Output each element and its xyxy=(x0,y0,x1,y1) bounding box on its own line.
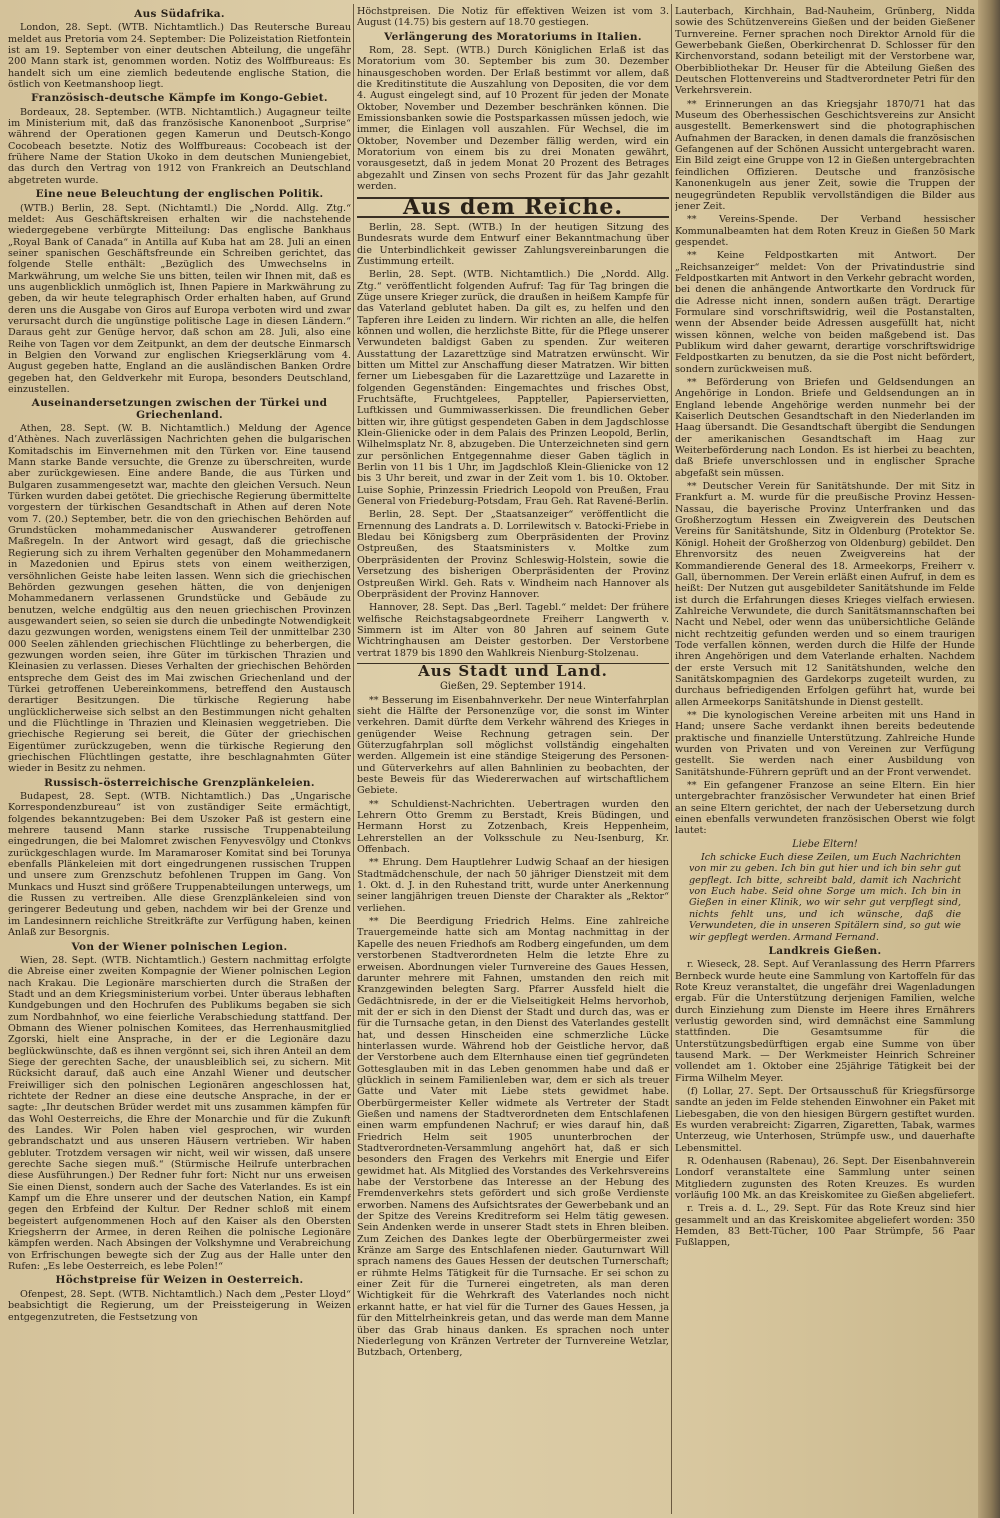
article-text: ** Ehrung. Dem Hauptlehrer Ludwig Schaaf an der hiesigen Stadtmädchenschule, der nach 50 jähriger Dienstzeit mit dem 1. Okt. d. J. in den Ruhestand tritt, wurde unter Anerkennung seiner langjährigen treuen Dienste der Charakter als „Rektor“ verliehen. xyxy=(357,857,669,914)
article-text: Berlin, 28. Sept. (WTB.) In der heutigen Sitzung des Bundesrats wurde dem Entwurf einer Bekanntmachung über die Unterbindlichkeit gewisser Zahlungsvereinbarungen die Zustimmung erteilt. xyxy=(357,221,669,267)
article-text: R. Odenhausen (Rabenau), 26. Sept. Der Eisenbahnverein Londorf veranstaltete eine Sammlung unter seinen Mitgliedern zugunsten des Roten Kreuzes. Es wurden vorläufig 100 Mk. an das Kreiskomitee zu Gießen abgeliefert. xyxy=(675,1156,975,1202)
section-title: Aus dem Reiche. xyxy=(357,197,669,218)
headline: Verlängerung des Moratoriums in Italien. xyxy=(384,30,642,43)
headline: Eine neue Beleuchtung der englischen Politik. xyxy=(35,188,324,201)
article-text: ** Erinnerungen an das Kriegsjahr 1870/71 hat das Museum des Oberhessischen Geschichtsvereins zur Ansicht ausgestellt. Bemerkenswert sind die photographischen Aufnahmen der Baracken, in denen damals die französischen Gefangenen auf der Schönen Aussicht untergebracht waren. Ein Bild zeigt eine Gruppe von 12 in Gießen untergebrachten feindlichen Offizieren. Deutsche und französische Kanonenkugeln aus jener Zeit, sowie die Truppen der neugegründeten Republik vervollständigen die Bilder aus jener Zeit. xyxy=(675,98,975,212)
article-text: Rom, 28. Sept. (WTB.) Durch Königlichen Erlaß ist das Moratorium vom 30. September bis zum 30. Dezember hinausgeschoben worden. Der Erlaß bestimmt vor allem, daß die Kreditinstitute die Auszahlung von Depositen, die vor dem 4. August eingelegt sind, auf 10 Prozent für jeden der Monate Oktober, November und Dezember beschränken können. Die Emissionsbanken sowie die Postsparkassen müssen jedoch, wie immer, die Einlagen voll auszahlen. Für Wechsel, die im Oktober, November und Dezember fällig werden, wird ein Moratorium von einem bis zu drei Monaten gewährt, vorausgesetzt, daß in jedem Monat 20 Prozent des Betrages abgezahlt und Zinsen von sechs Prozent für das Jahr gezahlt werden. xyxy=(357,45,669,193)
headline: Auseinandersetzungen zwischen der Türkei und Griechenland. xyxy=(31,397,328,421)
article-text: (WTB.) Berlin, 28. Sept. (Nichtamtl.) Die „Nordd. Allg. Ztg.“ meldet: Aus Geschäftskreisen erhalten wir die nachstehende wiedergegebene verbürgte Mitteilung: Das englische Bankhaus „Royal Bank of Canada“ in Antilla auf Kuba hat am 28. Juli an einen seiner spanischen Geschäftsfreunde ein Schreiben gerichtet, das folgende Stelle enthält: „Bezüglich des Umwechselns in Markwährung, um welche Sie uns bitten, teilen wir Ihnen mit, daß es uns augenblicklich unmöglich ist, Ihnen Papiere in Markwährung zu geben, da wir heute telegraphisch Order erhalten haben, auf Grund deren uns die Ausgabe von Giros auf Europa verboten wird und zwar verursacht durch die ungünstige politische Lage in diesen Ländern.“ Daraus geht zur Genüge hervor, daß schon am 28. Juli, also eine Reihe von Tagen vor dem Zeitpunkt, an dem der deutsche Einmarsch in Belgien den Vorwand zur englischen Kriegserklärung vom 4. August gegeben hatte, England an die ausländischen Banken Ordre gegeben hat, den Geldverkehr mit Europa, besonders Deutschland, einzustellen. xyxy=(8,202,351,395)
column-1 xyxy=(8,6,351,1510)
headline: Von der Wiener polnischen Legion. xyxy=(71,940,288,953)
column-2 xyxy=(357,6,669,1510)
headline: Französisch-deutsche Kämpfe im Kongo-Gebiet. xyxy=(31,92,328,105)
article-text: r. Wieseck, 28. Sept. Auf Veranlassung des Herrn Pfarrers Bernbeck wurde heute eine Sammlung von Kartoffeln für das Rote Kreuz veranstaltet, die ungefähr drei Wagenladungen ergab. Für die Unterstützung derjenigen Familien, welche durch Einziehung zum Dienste im Heere ihres Ernährers verlustig geworden sind, wird demnächst eine Sammlung stattfinden. Die Gesamtsumme für die Unterstützungsbedürftigen ergab eine Summe von über tausend Mark. — Der Werkmeister Heinrich Schreiner vollendet am 1. Oktober eine 25jährige Tätigkeit bei der Firma Wilhelm Meyer. xyxy=(675,959,975,1084)
article-text: ** Keine Feldpostkarten mit Antwort. Der „Reichsanzeiger“ meldet: Von der Privatindustrie sind Feldpostkarten mit Antwort in den Verkehr gebracht worden, bei denen die anhängende Antwortkarte den Vordruck für die Adresse nicht innen, sondern außen trägt. Derartige Formulare sind vorschriftswidrig, weil die Postanstalten, wenn der Absender beide Adressen ausgefüllt hat, nicht wissen können, welche von beiden maßgebend ist. Das Publikum wird daher gewarnt, derartige vorschriftswidrige Feldpostkarten zu benutzen, da sie die Post nicht befördert, sondern zurückweisen muß. xyxy=(675,250,975,375)
headline: Landkreis Gießen. xyxy=(768,944,882,957)
article-text: Hannover, 28. Sept. Das „Berl. Tagebl.“ meldet: Der frühere welfische Reichstagsabgeordnete Freiherr Langwerth v. Simmern ist im Alter von 80 Jahren auf seinem Gute Wichtringhausen am Deister gestorben. Der Verstorbene vertrat 1879 bis 1890 den Wahlkreis Nienburg-Stolzenau. xyxy=(357,602,669,659)
article-text: Ofenpest, 28. Sept. (WTB. Nichtamtlich.) Nach dem „Pester Lloyd“ beabsichtigt die Regierung, um der Preissteigerung in Weizen entgegenzutreten, die Festsetzung von xyxy=(8,1288,351,1323)
article-text: ** Ein gefangener Franzose an seine Eltern. Ein hier untergebrachter französischer Verwundeter hat einen Brief an seine Eltern gerichtet, der nach der Uebersetzung durch einen ebenfalls verwundeten französischen Oberst wie folgt lautet: xyxy=(675,780,975,837)
letter-text: Ich schicke Euch diese Zeilen, um Euch Nachrichten von mir zu geben. Ich bin gut hier und ich bin sehr gut gepflegt. Ich bitte, schreibt bald, damit ich Nachricht von Euch habe. Seid ohne Sorge um mich. Ich bin in Gießen in einer Klinik, wo wir sehr gut verpflegt sind, nichts fehlt uns, und ich wünsche, daß die Verwundeten, die in unseren Spitälern sind, so gut wie wir gepflegt werden. Armand Fernand. xyxy=(689,852,961,943)
article-text: ** Deutscher Verein für Sanitätshunde. Der mit Sitz in Frankfurt a. M. wurde für die preußische Provinz Hessen-Nassau, die bayerische Provinz Unterfranken und das Großherzogtum Hessen ein Zweigverein des Deutschen Vereins für Sanitätshunde, Sitz in Oldenburg (Protektor Se. Königl. Hoheit der Großherzog von Oldenburg) gebildet. Den Ehrenvorsitz des neuen Zweigvereins hat der Kommandierende General des 18. Armeekorps, Freiherr v. Gall, übernommen. Der Verein erläßt einen Aufruf, in dem es heißt: Der Nutzen gut ausgebildeter Sanitätshunde im Felde ist durch die Erfahrungen dieses Krieges vielfach erwiesen. Zahlreiche Verwundete, die durch Sanitätsmannschaften bei Nacht und Nebel, oder wenn das unübersichtliche Gelände nicht rechtzeitig gefunden werden und so einem traurigen Tode verfallen können, werden durch die Hilfe der Hunde ihren Angehörigen und dem Vaterlande erhalten. Nachdem der erste Versuch mit 12 Sanitätshunden, welche den Sanitätskompagnien des Gardekorps zugeteilt wurden, zu durchaus befriedigenden Erfolgen geführt hat, wurde bei allen Armeekorps Sanitätshunde in Dienst gestellt. xyxy=(675,481,975,708)
article-text: Berlin, 28. Sept. Der „Staatsanzeiger“ veröffentlicht die Ernennung des Landrats a. D. Lorrilewitsch v. Batocki-Friebe in Bledau bei Königsberg zum Oberpräsidenten der Provinz Ostpreußen, des Staatsministers v. Moltke zum Oberpräsidenten der Provinz Schleswig-Holstein, sowie die Versetzung des bisherigen Oberpräsidenten der Provinz Ostpreußen Wirkl. Geh. Rats v. Windheim nach Hannover als Oberpräsident der Provinz Hannover. xyxy=(357,509,669,600)
column-rule xyxy=(353,4,354,1514)
article-text: ** Beförderung von Briefen und Geldsendungen an Angehörige in London. Briefe und Geldsendungen an in England lebende Angehörige werden nunmehr bei der Kaiserlich Deutschen Gesandtschaft in den Niederlanden im Haag übersandt. Die Gesandtschaft übergibt die Sendungen der amerikanischen Gesandtschaft im Haag zur Weiterbeförderung nach London. Es ist hierbei zu beachten, daß Briefe unverschlossen und in englischer Sprache abgefaßt sein müssen. xyxy=(675,377,975,479)
article-text: Wien, 28. Sept. (WTB. Nichtamtlich.) Gestern nachmittag erfolgte die Abreise einer zweiten Kompagnie der Wiener polnischen Legion nach Krakau. Die Legionäre marschierten durch die Straßen der Stadt und an dem Kriegsministerium vorbei. Unter überaus lebhaften Kundgebungen und den Hochrufen des Publikums begaben sie sich zum Nordbahnhof, wo eine feierliche Verabschiedung stattfand. Der Obmann des Wiener polnischen Komitees, das Herrenhausmitglied Zgorski, hielt eine Ansprache, in der er die Legionäre dazu beglückwünschte, daß es ihnen vergönnt sei, sich ihren Anteil an dem Siege der gerechten Sache, der unausbleiblich sei, zu sichern. Mit Rücksicht darauf, daß auch eine Anzahl Wiener und deutscher Freiwilliger sich den polnischen Legionären angeschlossen hat, richtete der Redner an diese eine deutsche Ansprache, in der er sagte: „Ihr deutschen Brüder werdet mit uns zusammen kämpfen für das Wohl Oesterreichs, die Ehre der Monarchie und für die Zukunft des Landes. Wir Polen haben viel gesprochen, wir wurden gebrandschatzt und aus unseren Häusern vertrieben. Wir haben gebluter. Trotzdem versagen wir nicht, weil wir wissen, daß unsere gerechte Sache siegen muß.“ (Stürmische Heilrufe unterbrachen diese Ausführungen.) Der Redner fuhr fort: Nicht nur uns erweisen Sie einen Dienst, sondern auch der Sache des Vaterlandes. Es ist ein Kampf um die Ehre unserer und der deutschen Nation, ein Kampf gegen den Erbfeind der Kultur. Der Redner schloß mit einem begeistert aufgenommenen Hoch auf den Kaiser als den Obersten Kriegsherrn der Armee, in deren Reihen die polnische Legionäre kämpfen werden. Nach Absingen der Volkshymne und Verabreichung von Erfrischungen bewegte sich der Zug aus der Halle unter den Rufen: „Es lebe Oesterreich, es lebe Polen!“ xyxy=(8,954,351,1273)
letter-salutation: Liebe Eltern! xyxy=(792,838,858,850)
headline: Aus Südafrika. xyxy=(134,8,225,20)
article-text: Athen, 28. Sept. (W. B. Nichtamtlich.) Meldung der Agence d’Athènes. Nach zuverlässigen Nachrichten gehen die bulgarischen Komitadschis im Einvernehmen mit den Türken vor. Eine tausend Mann starke Bande versuchte, die Grenze zu überschreiten, wurde aber zurückgewiesen. Eine andere Bande, die aus Türken und Bulgaren zusammengesetzt war, machte den gleichen Versuch. Neun Türken wurden dabei getötet. Die griechische Regierung übermittelte vorgestern der türkischen Gesandtschaft in Athen auf deren Note vom 7. (20.) September, betr. die von den griechischen Behörden auf Grundstücken mohammedanischer Auswanderer getroffenen Maßregeln. In der Antwort wird gesagt, daß die griechische Regierung sich zu ihrem Verhalten gegenüber den Mohammedanern in Mazedonien und Epirus stets von einem weitherzigen, versöhnlichen Geiste habe leiten lassen. Wenn sich die griechischen Behörden gezwungen gesehen hätten, die von denjenigen Mohammedanern verlassenen Grundstücke und Gebäude zu benutzen, welche endgültig aus den neuen griechischen Provinzen ausgewandert seien, so seien sie durch die unbedingte Notwendigkeit dazu gezwungen worden, wenigstens einem Teil der unmittelbar 230 000 Seelen zählenden griechischen Flüchtlinge zu beherbergen, die gezwungen worden seien, ihre Güter im türkischen Thrazien und Kleinasien zu verlassen. Dieses Verhalten der griechischen Behörden entspreche dem Geist des im Mai zwischen Griechenland und der Türkei getroffenen Uebereinkommens, betreffend den Austausch derartiger Besitzungen. Die türkische Regierung habe unglücklicherweise sich selbst an den Bestimmungen nicht gehalten und die Flüchtlinge in Thrazien und Kleinasien weggetrieben. Die griechische Regierung sei bereit, die Güter der griechischen Eigentümer zurückzugeben, wenn die türkische Regierung den griechischen Flüchtlingen gestatte, ihre beschlagnahmten Güter wieder in Besitz zu nehmen. xyxy=(8,423,351,775)
article-text: ** Schuldienst-Nachrichten. Uebertragen wurden den Lehrern Otto Gremm zu Berstadt, Kreis Büdingen, und Hermann Horst zu Zotzenbach, Kreis Heppenheim, Lehrerstellen an der Volksschule zu Neu-Isenburg, Kr. Offenbach. xyxy=(357,798,669,856)
article-text: ** Besserung im Eisenbahnverkehr. Der neue Winterfahrplan sieht die Hälfte der Personenzüge vor, die sonst im Winter verkehren. Damit dürfte dem Verkehr während des Krieges in genügender Weise Rechnung getragen sein. Der Güterzugfahrplan soll möglichst vollständig eingehalten werden. Allgemein ist eine ständige Steigerung des Personen- und Güterverkehrs auf allen Bahnlinien zu beobachten, der beste Beweis für das Wiedererwachen auf wirtschaftlichem Gebiete. xyxy=(357,694,669,797)
article-text: ** Vereins-Spende. Der Verband hessischer Kommunalbeamten hat dem Roten Kreuz in Gießen 50 Mark gespendet. xyxy=(675,214,975,248)
column-rule xyxy=(671,4,672,1514)
article-text: London, 28. Sept. (WTB. Nichtamtlich.) Das Reutersche Bureau meldet aus Pretoria vom 24. September: Die Polizeistation Rietfontein ist am 19. September von einer deutschen Abteilung, die ungefähr 200 Mann stark ist, genommen worden. Notiz des Wolffbureaus: Es handelt sich um eine ziemlich bedeutende englische Station, die östlich von Keetmanshoop liegt. xyxy=(8,22,351,91)
article-text: ** Die kynologischen Vereine arbeiten mit uns Hand in Hand; unsere Sache verdankt ihnen bereits bedeutende praktische und finanzielle Unterstützung. Zahlreiche Hunde wurden von Privaten und von Vereinen zur Verfügung gestellt. Sie werden nach einer Ausbildung von Sanitätshunde-Führern geprüft und an der Front verwendet. xyxy=(675,709,975,778)
article-text: Berlin, 28. Sept. (WTB. Nichtamtlich.) Die „Nordd. Allg. Ztg.“ veröffentlicht folgenden Aufruf: Tag für Tag bringen die Züge unsere Krieger zurück, die draußen in heißem Kampfe für das Vaterland geblutet haben. Da gilt es, zu helfen und den Tapferen ihre Leiden zu lindern. Wir richten an alle, die helfen können und wollen, die herzlichste Bitte, für die Pflege unserer Verwundeten baldigst Gaben zu spenden. Zur weiteren Ausstattung der Lazarettzüge sind Matratzen erwünscht. Wir bitten um Mittel zur Anschaffung dieser Matratzen. Wir bitten ferner um Liebesgaben für die Lazarettzüge und Lazarette in folgenden Gegenständen: Eingemachtes und frisches Obst, Fruchtsäfte, Fruchtgelees, Pappteller, Papierservietten, Luftkissen und Gummiwasserkissen. Die freundlichen Geber bitten wir, ihre gütigst gespendeten Gaben in dem Jagdschlosse Klein-Glienicke oder in dem Palais des Prinzen Leopold, Berlin, Wilhelmsplatz Nr. 8, abzugeben. Die Unterzeichneten sind gern zur persönlichen Entgegennahme dieser Gaben täglich in Berlin von 11 bis 1 Uhr, im Jagdschloß Klein-Glienicke von 12 bis 3 Uhr bereit, und zwar in der Zeit vom 1. bis 10. Oktober. Luise Sophie, Prinzessin Friedrich Leopold von Preußen, Frau General von Friedeburg-Potsdam, Frau Geh. Rat Ravené-Berlin. xyxy=(357,269,669,508)
article-text: Bordeaux, 28. September. (WTB. Nichtamtlich.) Augagneur teilte im Ministerium mit, daß das französische Kanonenboot „Surprise“ während der Operationen gegen Kamerun und Deutsch-Kongo Cocobeach besetzte. Notiz des Wolffbureaus: Cocobeach ist der frühere Name der Station Ukoko in dem deutschen Muniengebiet, das durch den Vertrag von 1912 von Frankreich an Deutschland abgetreten wurde. xyxy=(8,106,351,186)
article-text: r. Treis a. d. L., 29. Sept. Für das Rote Kreuz sind hier gesammelt und an das Kreiskomitee abgeliefert worden: 350 Hemden, 83 Bett-Tücher, 100 Paar Strümpfe, 56 Paar Fußlappen, xyxy=(675,1203,975,1249)
column-3 xyxy=(675,6,975,1510)
article-text: ** Die Beerdigung Friedrich Helms. Eine zahlreiche Trauergemeinde hatte sich am Montag nachmittag in der Kapelle des neuen Friedhofs am Rodberg eingefunden, um dem verstorbenen Stadtverordneten Helm die letzte Ehre zu erweisen. Abordnungen vieler Turnvereine des Gaues Hessen, darunter mehrere mit Fahnen, umstanden den reich mit Kranzgewinden belegten Sarg. Pfarrer Aussfeld hielt die Gedächtnisrede, in der er die Vielseitigkeit Helms hervorhob, mit der er sich in den Dienst der Stadt und durch das, was er für die Turnsache getan, in den Dienst des Vaterlandes gestellt hat, und dessen Hinscheiden eine schmerzliche Lücke hinterlassen wurde. Während hob der Geistliche hervor, daß der Verstorbene auch dem Elternhause einen tief gegründeten Gottesglauben mit in das Leben genommen habe und daß er glücklich in seinem Familienleben war, dem er sich als treuer Gatte und Vater mit Liebe stets gewidmet habe. Oberbürgermeister Keller widmete als Vertreter der Stadt Gießen und namens der Stadtverordneten dem Entschlafenen einen warm empfundenen Nachruf; er wies darauf hin, daß Friedrich Helm seit 1905 ununterbrochen der Stadtverordneten-Versammlung angehört hat, daß er sich besonders den Fragen des Verkehrs mit Energie und Eifer gewidmet hat. Als Mitglied des Vorstandes des Verkehrsvereins habe der Verstorbene das Interesse an der Hebung des Fremdenverkehrs stets gefördert und sich große Verdienste erworben. Namens des Aufsichtsrates der Gewerbebank und an der Spitze des Vereins Kreditreform sei Helm tätig gewesen. Sein Andenken werde in unserer Stadt stets in Ehren bleiben. Zum Zeichen des Dankes legte der Oberbürgermeister zwei Kränze am Sarge des Entschlafenen nieder. Gauturnwart Will sprach namens des Gaues Hessen der deutschen Turnerschaft; er rühmte Helms Tätigkeit für die Turnsache. Er sei schon zu einer Zeit für die Turnerei eingetreten, als man deren Wichtigkeit für die Wehrkraft des Vaterlandes noch nicht erkannt hatte, er hat viel für die Turner des Gaues Hessen, ja für den Mittelrheinkreis getan, und das werde man dem Manne über das Grab hinaus danken. Es sprachen noch unter Niederlegung von Kränzen Vertreter der Turnvereine Wetzlar, Butzbach, Ortenberg, xyxy=(357,916,669,1359)
article-text: Höchstpreisen. Die Notiz für effektiven Weizen ist vom 3. August (14.75) bis gestern auf 18.70 gestiegen. xyxy=(357,6,669,29)
article-text: Lauterbach, Kirchhain, Bad-Nauheim, Grünberg, Nidda sowie des Schützenvereins Gießen und der beiden Gießener Turnvereine. Ferner sprachen noch Direktor Arnold für die Gewerbebank Gießen, Oberkirchenrat D. Schlosser für den Kirchenvorstand, sodann beteiligt mit der Verstorbene war, Oberbibliothekar Dr. Heuser für die Abteilung Gießen des Deutschen Flottenvereins und Stadtverordneter Petri für den Verkehrsverein. xyxy=(675,6,975,97)
section-title: Aus Stadt und Land. xyxy=(357,663,669,677)
headline: Höchstpreise für Weizen in Oesterreich. xyxy=(55,1274,304,1287)
dateline: Gießen, 29. September 1914. xyxy=(439,681,587,693)
page-binding-edge xyxy=(978,0,1000,1518)
article-text: (f) Lollar, 27. Sept. Der Ortsausschuß für Kriegsfürsorge sandte an jeden im Felde stehenden Einwohner ein Paket mit Liebesgaben, die von den hiesigen Bürgern gestiftet wurden. Es wurden verabreicht: Zigarren, Zigaretten, Tabak, warmes Unterzeug, wie Unterhosen, Strümpfe usw., und dauerhafte Lebensmittel. xyxy=(675,1085,975,1154)
article-text: Budapest, 28. Sept. (WTB. Nichtamtlich.) Das „Ungarische Korrespondenzbureau“ ist von zuständiger Seite ermächtigt, folgendes bekanntzugeben: Bei dem Uszoker Paß ist gestern eine mehrere tausend Mann starke russische Truppenabteilung eingedrungen, die bei Malomret zwischen Fenyvesvölgy und Ctonkvs zurückgeschlagen wurde. Im Maramaroser Komitat sind bei Torunya ebenfalls Plänkeleien mit dort eingedrungenen russischen Truppen und unsere zum Grenzschutz befohlenen Truppen im Gang. Von Munkacs und Huszt sind größere Truppenabteilungen unterwegs, um die Russen zu vertreiben. Alle diese Grenzplänkeleien sind von geringerer Bedeutung und geben, nachdem wir bei der Grenze und im Landesinnern reichliche Streitkräfte zur Verfügung haben, keinen Anlaß zur Besorgnis. xyxy=(8,791,351,939)
headline: Russisch-österreichische Grenzplänkeleien. xyxy=(44,776,315,789)
